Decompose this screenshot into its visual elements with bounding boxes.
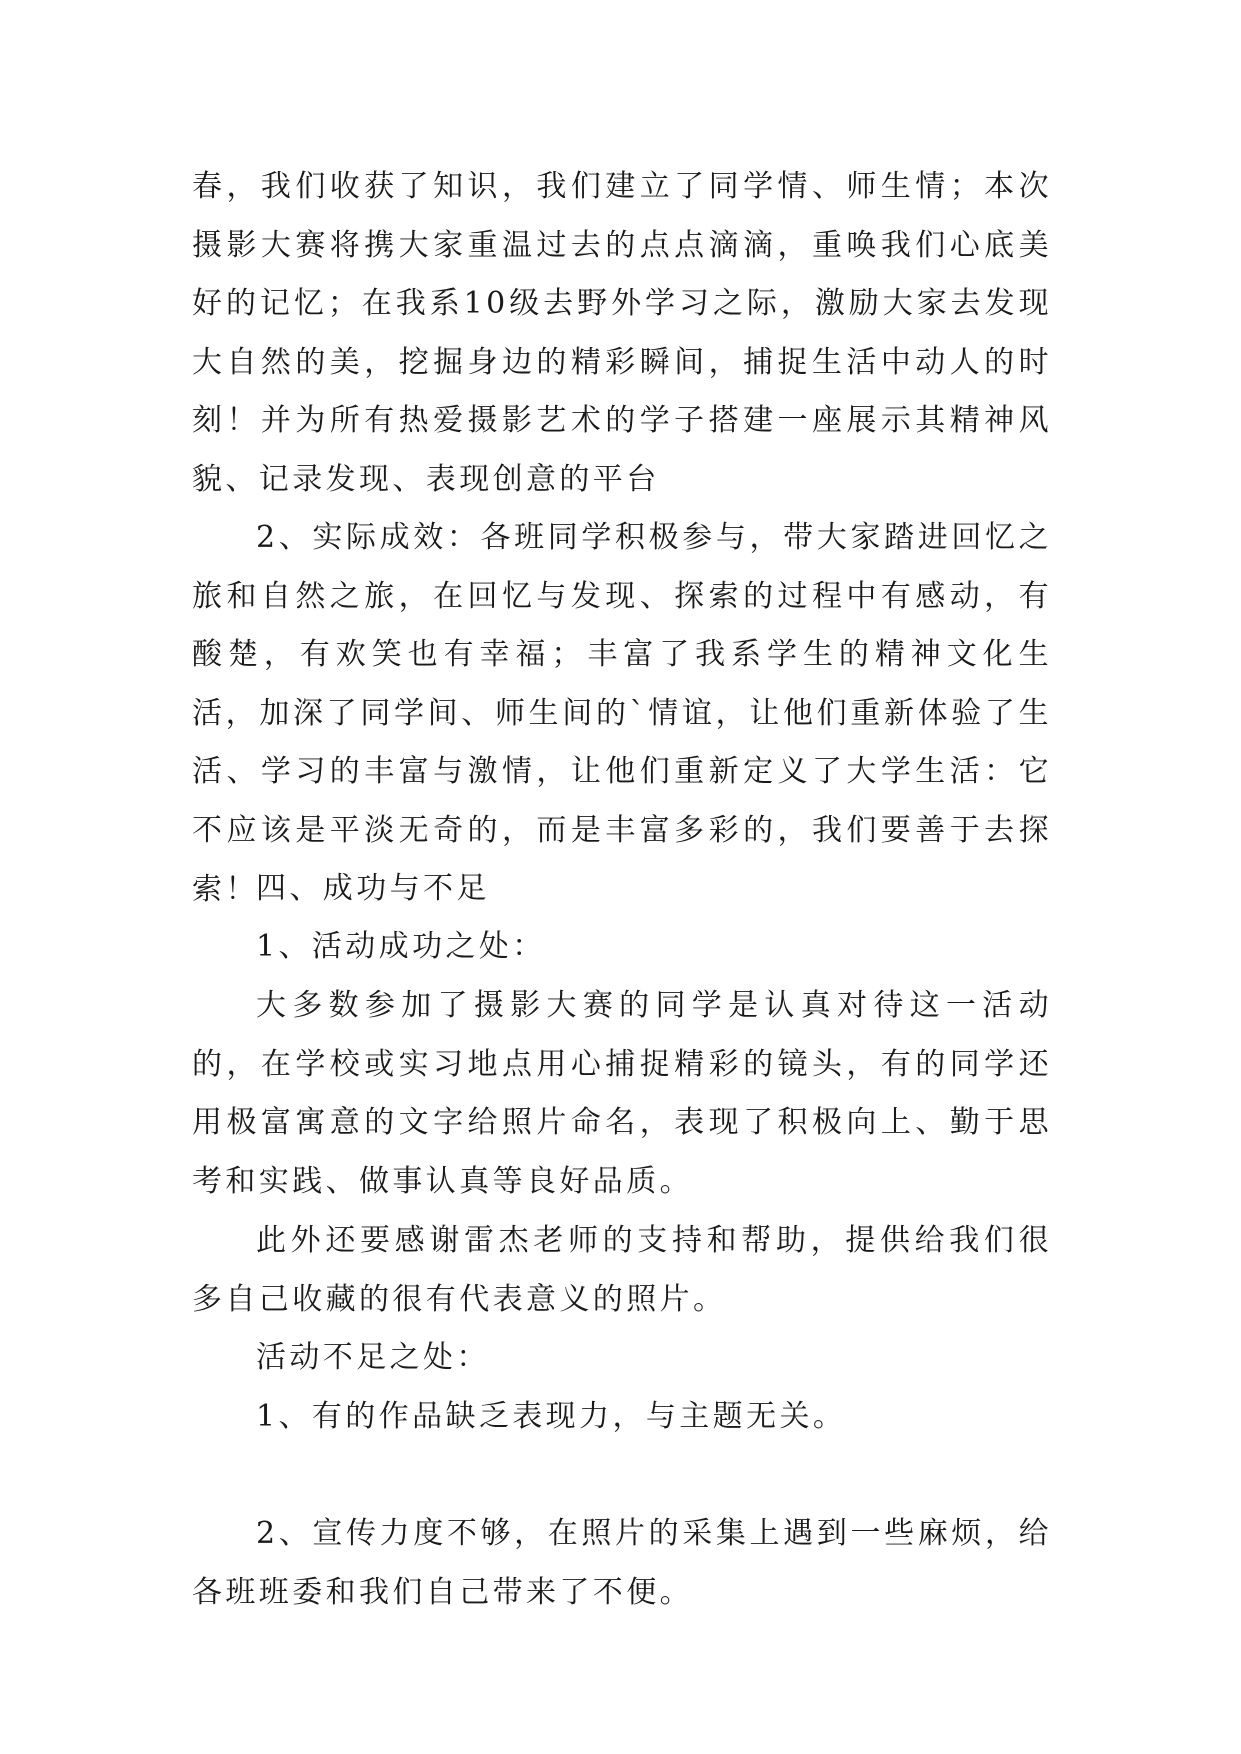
subheading-activity-successes: 1、活动成功之处： (256, 929, 546, 964)
list-item-shortcoming-2: 2、宣传力度不够，在照片的采集上遇到一些麻烦，给各班班委和我们自己带来了不便。 (192, 1516, 1052, 1610)
section-heading-success-and-shortcomings: 四、成功与不足 (256, 871, 490, 906)
list-item-shortcoming-1: 1、有的作品缺乏表现力，与主题无关。 (256, 1399, 847, 1434)
paragraph-actual-results: 2、实际成效：各班同学积极参与，带大家踏进回忆之旅和自然之旅，在回忆与发现、探索的过程中有感动，有酸楚，有欢笑也有幸福；丰富了我系学生的精神文化生活，加深了同学间、师生间的`情谊，让他们重新体验了生活、学习的丰富与激情，让他们重新定义了大学生活：它不应该是平淡无奇的，而是丰富多彩的，我们要善于去探索！ (192, 520, 1052, 907)
subheading-activity-shortcomings: 活动不足之处： (256, 1340, 490, 1375)
paragraph-successes-detail: 大多数参加了摄影大赛的同学是认真对待这一活动的，在学校或实习地点用心捕捉精彩的镜头，有的同学还用极富寓意的文字给照片命名，表现了积极向上、勤于思考和实践、做事认真等良好品质。 (192, 988, 1052, 1199)
paragraph-activity-purpose-continued: 春，我们收获了知识，我们建立了同学情、师生情；本次摄影大赛将携大家重温过去的点点滴滴，重唤我们心底美好的记忆；在我系10级去野外学习之际，激励大家去发现大自然的美，挖掘身边的精彩瞬间，捕捉生活中动人的时刻！并为所有热爱摄影艺术的学子搭建一座展示其精神风貌、记录发现、表现创意的平台 (192, 169, 1052, 497)
paragraph-thanks: 此外还要感谢雷杰老师的支持和帮助，提供给我们很多自己收藏的很有代表意义的照片。 (192, 1223, 1052, 1317)
